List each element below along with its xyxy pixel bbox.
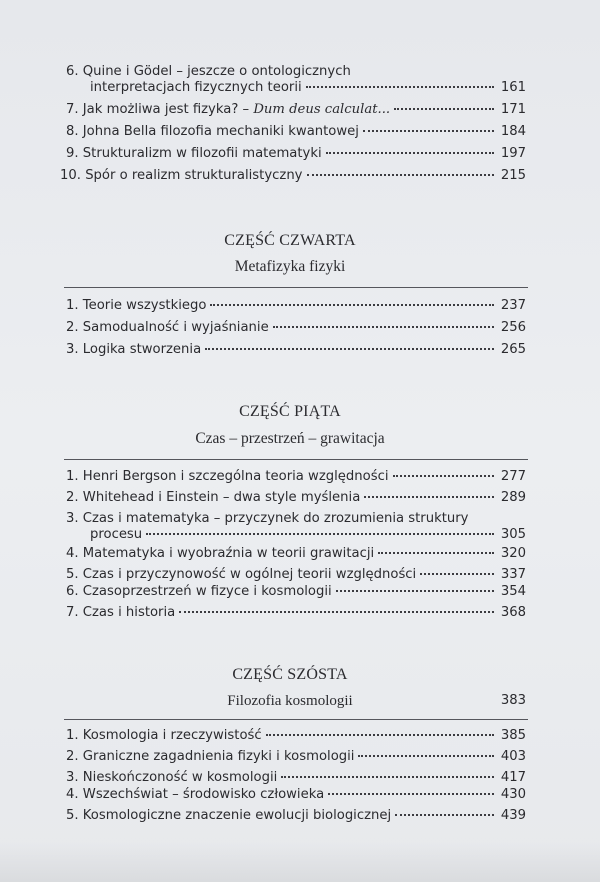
part-heading: CZĘŚĆ CZWARTA xyxy=(224,232,356,249)
toc-entry-text: Samodualność i wyjaśnianie xyxy=(82,320,269,335)
toc-entry-number: 4. xyxy=(66,546,79,561)
toc-entry-page: 320 xyxy=(500,546,526,561)
toc-entry-text: Jak możliwa jest fizyka? xyxy=(82,102,239,117)
dot-leader xyxy=(281,775,494,778)
dot-leader xyxy=(378,551,494,554)
toc-entry-number: 4. xyxy=(66,787,79,802)
toc-entry-page: 305 xyxy=(500,527,526,542)
part-subtitle: Filozofia kosmologii xyxy=(227,693,353,709)
toc-entry xyxy=(66,511,526,543)
toc-entry xyxy=(60,168,526,184)
toc-entry-text: Johna Bella filozofia mechaniki kwantowej xyxy=(82,124,359,139)
toc-entry-page: 354 xyxy=(500,584,526,599)
toc-entry xyxy=(66,605,526,621)
toc-entry xyxy=(66,320,526,336)
toc-entry-number: 8. xyxy=(66,124,79,139)
toc-entry-title xyxy=(66,787,324,803)
toc-entry-text: Spór o realizm strukturalistyczny xyxy=(85,168,303,183)
toc-entry-number: 7. xyxy=(66,102,79,117)
toc-entry xyxy=(66,490,526,506)
toc-entry-number: 3. xyxy=(66,342,79,357)
dot-leader xyxy=(395,813,494,816)
toc-entry xyxy=(66,146,526,162)
toc-entry-page: 184 xyxy=(500,124,526,139)
toc-entry-number: 5. xyxy=(66,808,79,823)
part-heading: CZĘŚĆ PIĄTA xyxy=(239,403,341,420)
dot-leader xyxy=(306,85,494,88)
toc-entry xyxy=(66,770,526,786)
toc-entry-number: 2. xyxy=(66,320,79,335)
toc-entry xyxy=(66,787,526,803)
toc-entry-number: 3. xyxy=(66,511,79,526)
toc-entry-page: 265 xyxy=(500,342,526,357)
toc-entry-title xyxy=(66,64,351,80)
toc-entry-page: 215 xyxy=(500,168,526,183)
toc-entry xyxy=(66,124,526,140)
toc-entry-title xyxy=(66,584,332,600)
toc-entry-italic: Dum deus calculat... xyxy=(253,102,391,117)
toc-entry-title xyxy=(66,298,206,314)
toc-entry xyxy=(66,808,526,824)
dot-leader xyxy=(394,107,494,110)
dot-leader xyxy=(266,733,494,736)
dot-leader xyxy=(205,347,494,350)
toc-entry-page: 277 xyxy=(500,469,526,484)
toc-entry-text: Kosmologiczne znaczenie ewolucji biologicznej xyxy=(82,808,392,823)
dot-leader xyxy=(420,572,494,575)
dot-leader xyxy=(363,129,494,132)
dot-leader xyxy=(393,474,495,477)
toc-entry-number: 7. xyxy=(66,605,79,620)
toc-entry-number: 5. xyxy=(66,567,79,582)
toc-entry-page: 237 xyxy=(500,298,526,313)
toc-entry-text: Whitehead i Einstein – dwa style myślenia xyxy=(82,490,361,505)
toc-entry-page: 256 xyxy=(500,320,526,335)
toc-entry-text: Matematyka i wyobraźnia w teorii grawitacji xyxy=(82,546,375,561)
toc-entry-number: 3. xyxy=(66,770,79,785)
toc-entry-title xyxy=(66,320,269,336)
dot-leader xyxy=(326,151,494,154)
toc-entry-title xyxy=(66,546,374,562)
toc-entry-text: Czasoprzestrzeń w fizyce i kosmologii xyxy=(82,584,332,599)
toc-entry-title xyxy=(66,749,354,765)
toc-entry-title xyxy=(66,469,389,485)
toc-entry-title xyxy=(66,511,468,527)
toc-entry-number: 10. xyxy=(60,168,81,183)
toc-entry xyxy=(66,546,526,562)
toc-entry-number: 9. xyxy=(66,146,79,161)
toc-entry-number: 1. xyxy=(66,728,79,743)
toc-entry-page: 171 xyxy=(500,102,526,117)
toc-entry-page: 161 xyxy=(500,80,526,95)
divider xyxy=(64,719,528,720)
toc-entry-title xyxy=(66,124,359,140)
toc-entry xyxy=(66,64,526,96)
toc-entry-number: 1. xyxy=(66,298,79,313)
toc-entry-title xyxy=(66,808,391,824)
dot-leader xyxy=(364,495,494,498)
dot-leader xyxy=(210,303,494,306)
part-subtitle: Metafizyka fizyki xyxy=(234,258,346,275)
toc-entry xyxy=(66,298,526,314)
toc-entry-number: 6. xyxy=(66,64,79,79)
dot-leader xyxy=(336,589,494,592)
toc-entry-title xyxy=(66,146,322,162)
toc-entry xyxy=(66,749,526,765)
toc-entry-page: 385 xyxy=(500,728,526,743)
toc-entry-text: Teorie wszystkiego xyxy=(82,298,207,313)
divider xyxy=(64,287,528,288)
toc-entry-text: Czas i matematyka – przyczynek do zrozumienia struktury xyxy=(82,511,469,526)
toc-entry-title xyxy=(66,770,277,786)
toc-entry xyxy=(66,728,526,744)
toc-entry-title xyxy=(66,728,262,744)
toc-entry-number: 6. xyxy=(66,584,79,599)
toc-entry-title xyxy=(66,490,360,506)
toc-entry-text: Wszechświat – środowisko człowieka xyxy=(82,787,325,802)
dot-leader xyxy=(273,325,494,328)
toc-entry xyxy=(66,342,526,358)
toc-entry-text: Logika stworzenia xyxy=(82,342,202,357)
toc-entry-page: 368 xyxy=(500,605,526,620)
dot-leader xyxy=(328,792,494,795)
toc-entry-page: 430 xyxy=(500,787,526,802)
toc-entry-title: 7. Jak możliwa jest fizyka? – Dum deus calculat... xyxy=(66,102,391,117)
toc-entry-number: 2. xyxy=(66,490,79,505)
toc-entry-page: 439 xyxy=(500,808,526,823)
toc-entry-text: Graniczne zagadnienia fizyki i kosmologii xyxy=(82,749,355,764)
toc-entry-continuation: procesu xyxy=(90,527,143,542)
toc-entry-text: Nieskończoność w kosmologii xyxy=(82,770,278,785)
toc-entry xyxy=(66,567,526,583)
toc-entry-text: Henri Bergson i szczególna teoria względności xyxy=(82,469,389,484)
toc-entry-title xyxy=(66,567,416,583)
dot-leader xyxy=(307,173,495,176)
part-subtitle-page: 383 xyxy=(500,693,526,708)
toc-entry-text: Czas i historia xyxy=(82,605,176,620)
toc-entry-title xyxy=(60,168,303,184)
toc-entry-page: 403 xyxy=(500,749,526,764)
toc-entry-text: Czas i przyczynowość w ogólnej teorii względności xyxy=(82,567,417,582)
toc-entry-text: Strukturalizm w filozofii matematyki xyxy=(82,146,322,161)
part-heading: CZĘŚĆ SZÓSTA xyxy=(232,666,348,683)
toc-entry-number: 2. xyxy=(66,749,79,764)
toc-entry-page: 337 xyxy=(500,567,526,582)
toc-entry xyxy=(66,584,526,600)
divider xyxy=(64,459,528,460)
dot-leader xyxy=(358,754,494,757)
toc-entry-page: 417 xyxy=(500,770,526,785)
toc-entry-title xyxy=(66,605,175,621)
toc-entry-page: 197 xyxy=(500,146,526,161)
dot-leader xyxy=(146,532,494,535)
toc-entry-text: Quine i Gödel – jeszcze o ontologicznych xyxy=(82,64,351,79)
toc-entry xyxy=(66,102,526,118)
toc-entry-text: Kosmologia i rzeczywistość xyxy=(82,728,262,743)
dot-leader xyxy=(179,610,494,613)
toc-entry xyxy=(66,469,526,485)
toc-entry-title xyxy=(66,342,201,358)
toc-entry-continuation: interpretacjach fizycznych teorii xyxy=(90,80,302,95)
toc-entry-number: 1. xyxy=(66,469,79,484)
part-subtitle: Czas – przestrzeń – grawitacja xyxy=(195,430,385,447)
toc-entry-page: 289 xyxy=(500,490,526,505)
